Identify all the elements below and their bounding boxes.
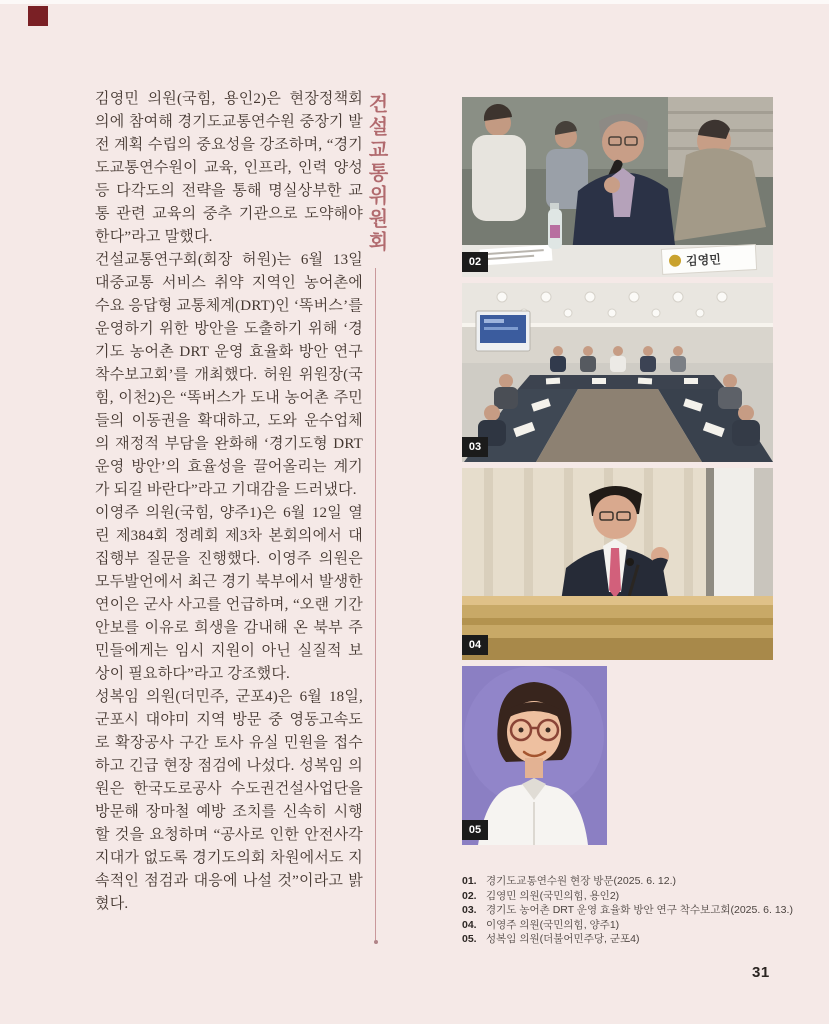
article-paragraph: 건설교통연구회(회장 허원)는 6월 13일 대중교통 서비스 취약 지역인 농어촌에 수요 응답형 교통체계(DRT)인 ‘똑버스’를 운영하기 위한 방안을 도출하기 위해 ‘경기도 농어촌 DRT 운영 효율화 방안 연구 착수보고회’를 개최했다. 허원 위원장(국힘, 이천2)은 “똑버스가 도내 농어촌 주민들의 이동권을 확대하고, 도와 운수업체의 재정적 부담을 완화해 ‘경기도형 DRT 운영 방안’의 효율성을 끌어올리는 계기가 되길 바란다”라고 기대감을 드러냈다. [95,252,363,498]
caption-item [462,889,812,904]
caption-item [462,932,812,947]
photo-illustration [462,283,773,462]
photo-captions [462,874,812,947]
photo-badge-03: 03 [462,437,488,457]
section-corner-marker [28,6,48,26]
caption-item [462,874,812,889]
caption-number: 03. [462,904,477,917]
photo-illustration [462,97,773,277]
caption-number: 04. [462,918,477,931]
vertical-divider-line [375,268,376,940]
caption-item [462,903,812,918]
photo-meeting-speaker [462,97,773,277]
photo-podium-speech [462,468,773,660]
article-paragraph: 성복임 의원(더민주, 군포4)은 6월 18일, 군포시 대야미 지역 방문 중 영동고속도로 확장공사 구간 토사 유실 민원을 접수하고 긴급 현장 점검에 나섰다. 성복임 의원은 한국도로공사 수도권건설사업단을 방문해 장마철 예방 조치를 신속히 시행할 것을 요청하며 “공사로 인한 안전사각지대가 없도록 경기도의회 차원에서도 지속적인 점검과 대응에 나설 것”이라고 밝혔다. [95,689,363,912]
caption-number: 02. [462,889,477,902]
article-body [95,88,363,916]
photo-badge-04: 04 [462,635,488,655]
page-number: 31 [752,964,770,981]
caption-text: 성복임 의원(더불어민주당, 군포4) [486,933,640,946]
photo-illustration [462,666,607,845]
caption-text: 김영민 의원(국민의힘, 용인2) [486,889,620,902]
caption-text: 이영주 의원(국민의힘, 양주1) [486,918,620,931]
photo-illustration [462,468,773,660]
nameplate-text: 김영민 [685,252,722,269]
caption-text: 경기도 농어촌 DRT 운영 효율화 방안 연구 착수보고회(2025. 6. 13.) [486,904,793,917]
caption-item [462,918,812,933]
committee-title-vertical: 건설교통위원회 [365,93,387,254]
caption-number: 01. [462,875,477,887]
article-paragraph: 김영민 의원(국힘, 용인2)은 현장정책회의에 참여해 경기도교통연수원 중장기 발전 계획 수립의 중요성을 강조하며, “경기도교통연수원이 교육, 인프라, 인력 양성 등 다각도의 전략을 통해 명실상부한 교통 관련 교육의 중추 기관으로 도약해야 한다”라고 말했다. [95,91,363,245]
page-top-edge [0,0,829,4]
photo-badge-05: 05 [462,820,488,840]
photo-member-portrait [462,666,607,845]
article-paragraph: 이영주 의원(국힘, 양주1)은 6월 12일 열린 제384회 정례회 제3차 본회의에서 대집행부 질문을 진행했다. 이영주 의원은 모두발언에서 최근 경기 북부에서 발생한 연이은 군사 사고를 언급하며, “오랜 기간 안보를 이유로 희생을 감내해 온 북부 주민들에게는 임시 지원이 아닌 실질적 보상이 필요하다”라고 강조했다. [95,505,363,682]
caption-text: 경기도교통연수원 현장 방문(2025. 6. 12.) [486,875,677,887]
photo-conference-room [462,283,773,462]
caption-number: 05. [462,933,477,946]
photo-badge-02: 02 [462,252,488,272]
